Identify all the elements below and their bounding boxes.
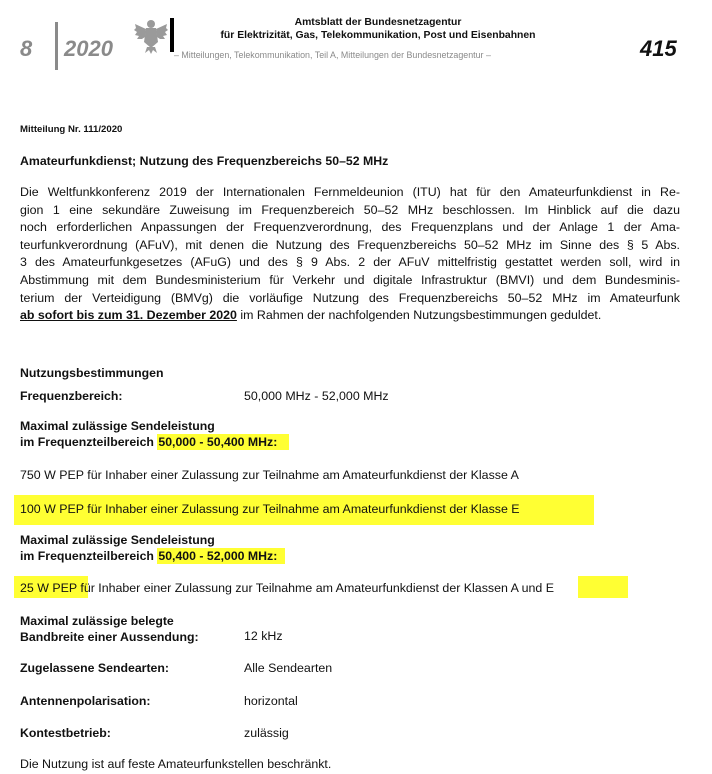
page-number: 415 xyxy=(640,36,677,61)
para-line: Die Weltfunkkonferenz 2019 der Internationalen Fernmeldeunion (ITU) hat für den Amateurfunkdienst in Re- xyxy=(20,185,680,199)
gazette-subtitle: – Mitteilungen, Telekommunikation, Teil A, Mitteilungen der Bundesnetzagentur – xyxy=(174,50,491,60)
power2-class-ae xyxy=(20,581,554,595)
notice-paragraph xyxy=(20,184,680,325)
power1-label-line2: im Frequenzteilbereich 50,000 - 50,400 MHz: xyxy=(20,435,289,451)
gazette-title-line1: Amtsblatt der Bundesnetzagentur xyxy=(294,17,462,28)
para-line: teurfunkverordnung (AFuV), mit denen die Nutzung des Frequenzbereichs 50–52 MHz im Sinne des § 5 Abs. xyxy=(20,237,680,252)
modes-value: Alle Sendearten xyxy=(244,661,333,675)
notice-number: Mitteilung Nr. 111/2020 xyxy=(20,124,123,135)
power1-range: 50,000 - 50,400 MHz: xyxy=(157,434,289,450)
power2-power: 25 W PEP xyxy=(20,581,77,595)
validity-period: ab sofort bis zum 31. Dezember 2020 xyxy=(20,308,237,323)
bandwidth-label xyxy=(20,614,199,645)
polarisation-label: Antennenpolarisation: xyxy=(20,694,151,708)
gazette-title xyxy=(178,17,578,42)
para-last-rest: im Rahmen der nachfolgenden Nutzungsbestimmungen geduldet. xyxy=(236,308,602,323)
issue-number: 8 xyxy=(20,36,33,61)
rules-section-title: Nutzungsbestimmungen xyxy=(20,366,164,380)
bandwidth-label-line2: Bandbreite einer Aussendung: xyxy=(20,629,199,644)
federal-eagle-icon xyxy=(134,18,168,54)
power2-text: für Inhaber einer Zulassung zur Teilnahme am Amateurfunkdienst der Klassen A xyxy=(76,581,519,595)
power2-label-line2: im Frequenzteilbereich 50,400 - 52,000 MHz: xyxy=(20,549,285,565)
para-line: gion 1 eine sekundäre Zuweisung im Frequenzbereich 50–52 MHz beschlossen. Im Hinblick auf die dazu xyxy=(20,202,680,217)
power1-label xyxy=(20,419,289,450)
contest-label: Kontestbetrieb: xyxy=(20,726,111,740)
para-line: 3 des Amateurfunkgesetzes (AFuG) und des § 9 Abs. 2 der AFuV mittelfristig gestattet werden soll, wird in xyxy=(20,255,680,270)
para-line: terium der Verteidigung (BMVg) die vorläufige Nutzung des Frequenzbereichs 50–52 MHz im Amateurfunk xyxy=(20,290,680,305)
power1-class-e: 100 W PEP für Inhaber einer Zulassung zur Teilnahme am Amateurfunkdienst der Klasse E xyxy=(20,502,520,516)
header-black-bar xyxy=(170,18,174,52)
polarisation-value: horizontal xyxy=(244,694,298,708)
power2-tail: und E xyxy=(518,581,555,595)
gazette-title-line2: für Elektrizität, Gas, Telekommunikation, Post und Eisenbahnen xyxy=(220,29,536,41)
power2-label-line1: Maximal zulässige Sendeleistung xyxy=(20,533,215,547)
power2-range: 50,400 - 52,000 MHz: xyxy=(157,548,285,564)
contest-value: zulässig xyxy=(244,726,289,740)
bandwidth-label-line1: Maximal zulässige belegte xyxy=(20,614,174,628)
bandwidth-value: 12 kHz xyxy=(244,629,283,643)
power1-class-a: 750 W PEP für Inhaber einer Zulassung zur Teilnahme am Amateurfunkdienst der Klasse A xyxy=(20,468,519,482)
frequency-value: 50,000 MHz - 52,000 MHz xyxy=(244,389,389,403)
power1-label-line1: Maximal zulässige Sendeleistung xyxy=(20,419,215,433)
header-divider xyxy=(55,22,58,70)
modes-label: Zugelassene Sendearten: xyxy=(20,661,169,675)
issue-year: 2020 xyxy=(64,36,113,61)
para-line: noch erforderlichen Anpassungen der Frequenzverordnung, des Frequenzplans und der Anlage 1 der Ama- xyxy=(20,220,680,235)
para-line: Abstimmung mit dem Bundesministerium für Verkehr und digitale Infrastruktur (BMVI) und dem Bundesminis- xyxy=(20,272,680,287)
usage-restriction: Die Nutzung ist auf feste Amateurfunkstellen beschränkt. xyxy=(20,757,332,771)
notice-heading: Amateurfunkdienst; Nutzung des Frequenzbereichs 50–52 MHz xyxy=(20,154,389,168)
para-last-line xyxy=(20,307,680,325)
highlight-box xyxy=(578,576,628,598)
power2-label xyxy=(20,533,285,564)
frequency-label: Frequenzbereich: xyxy=(20,389,123,403)
